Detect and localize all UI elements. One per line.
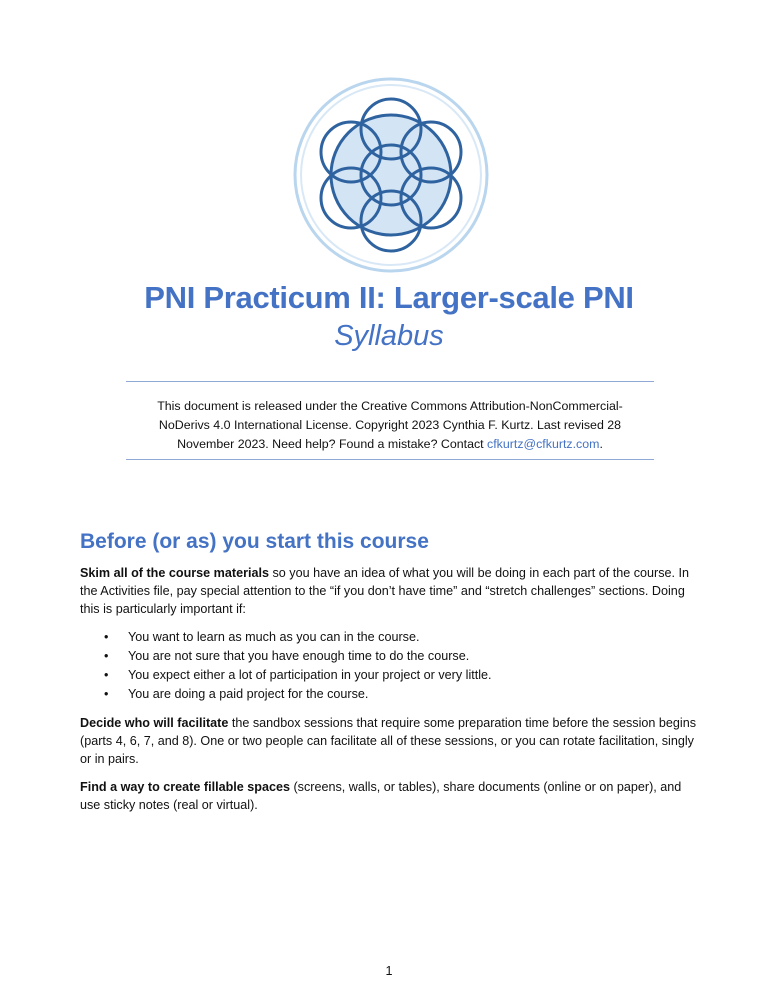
license-end: . xyxy=(599,437,603,451)
document-subtitle: Syllabus xyxy=(334,320,444,352)
list-item xyxy=(80,666,702,685)
list-item-text: You want to learn as much as you can in the course. xyxy=(128,630,420,644)
bullet-icon: • xyxy=(104,668,109,682)
bullet-icon: • xyxy=(104,630,109,644)
bottom-divider xyxy=(126,459,654,460)
bullet-icon: • xyxy=(104,687,109,701)
list-item xyxy=(80,628,702,647)
license-notice xyxy=(140,397,640,454)
facilitate-bold: Decide who will facilitate xyxy=(80,716,229,730)
intro-bold: Skim all of the course materials xyxy=(80,566,269,580)
list-item xyxy=(80,685,702,704)
flower-of-life-logo-icon xyxy=(292,76,490,274)
intro-paragraph xyxy=(80,564,702,618)
list-item xyxy=(80,647,702,666)
bullet-icon: • xyxy=(104,649,109,663)
conditions-list xyxy=(80,628,702,704)
section-heading: Before (or as) you start this course xyxy=(80,530,429,553)
spaces-paragraph xyxy=(80,778,702,814)
spaces-bold: Find a way to create fillable spaces xyxy=(80,780,290,794)
intro-rest: so you have an idea of what you will be doing in each part of the course. In the Activities file, pay special attention to the “if you don’t have time” and “stretch challenges” sections. Doing this is particularly important if: xyxy=(80,566,690,616)
spaces-rest: (screens, walls, or tables), share documents (online or on paper), and use sticky notes (real or virtual). xyxy=(80,780,682,812)
contact-email-link[interactable]: cfkurtz@cfkurtz.com xyxy=(487,437,600,451)
document-title: PNI Practicum II: Larger-scale PNI xyxy=(144,280,634,315)
list-item-text: You are not sure that you have enough time to do the course. xyxy=(128,649,470,663)
list-item-text: You are doing a paid project for the course. xyxy=(128,687,369,701)
section-before-start xyxy=(80,528,702,824)
facilitate-rest: the sandbox sessions that require some preparation time before the session begins (parts 4, 6, 7, and 8). One or two people can facilitate all of these sessions, or you can rotate facilitation, singly or in pairs. xyxy=(80,716,697,766)
license-text: This document is released under the Creative Commons Attribution-NonCommercial-NoDerivs 4.0 International License. Copyright 2023 Cynthia F. Kurtz. Last revised 28 November 2023. Need help? Found a mistake? Contact xyxy=(157,399,623,451)
facilitate-paragraph xyxy=(80,714,702,768)
top-divider xyxy=(126,381,654,382)
list-item-text: You expect either a lot of participation in your project or very little. xyxy=(128,668,492,682)
page-number: 1 xyxy=(385,964,393,978)
